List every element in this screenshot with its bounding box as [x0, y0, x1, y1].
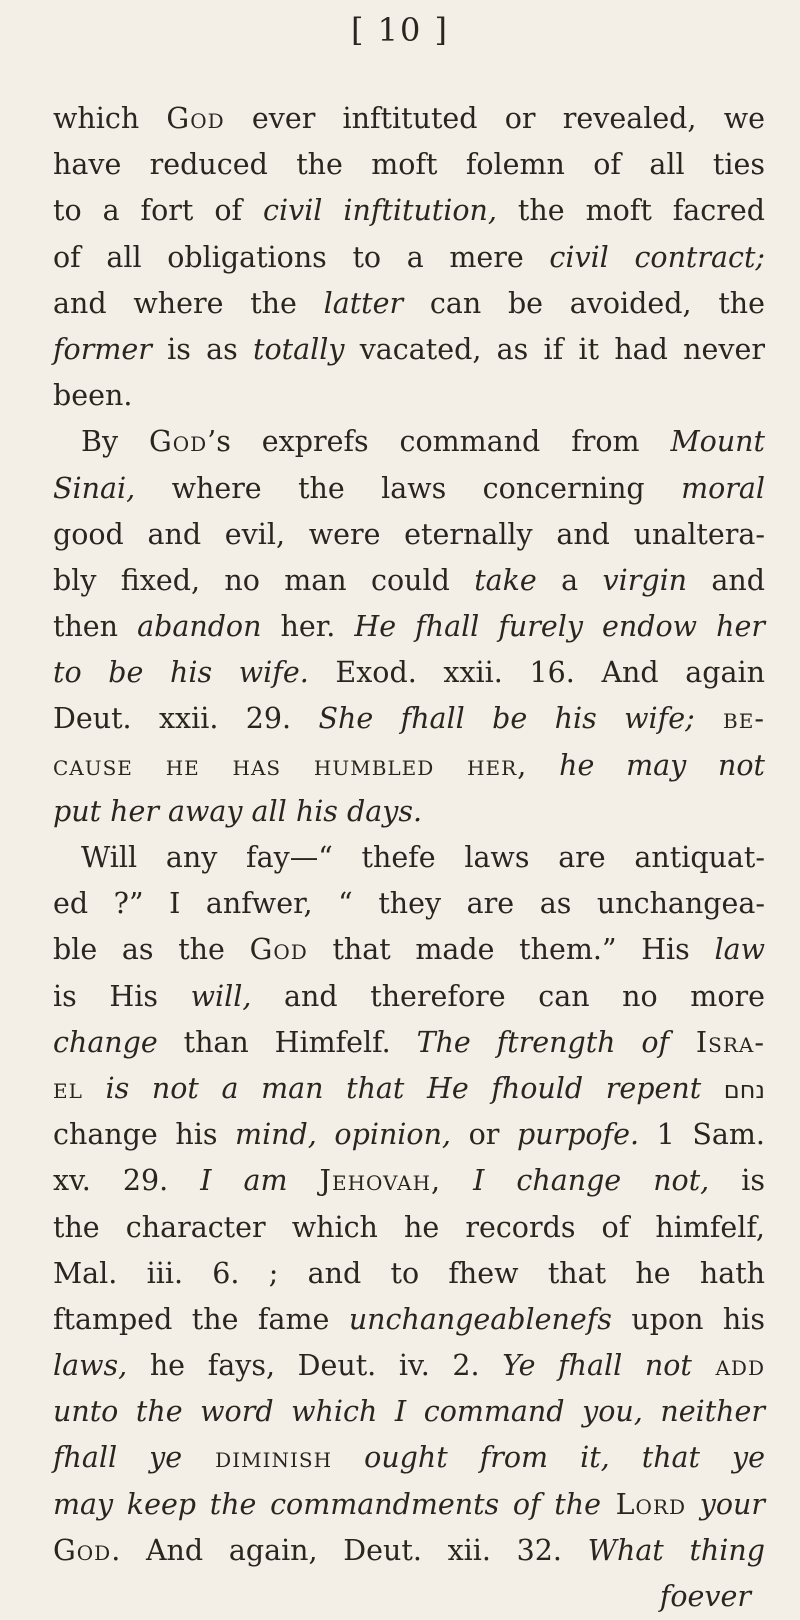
text-line	[53, 927, 765, 973]
text-line	[53, 650, 765, 696]
text-run: ftamped the fame	[53, 1302, 349, 1336]
small-caps-text: cause he has humbled her,	[53, 748, 528, 782]
text-line	[53, 1482, 765, 1528]
text-line	[53, 1574, 765, 1620]
italic-text: change	[53, 1025, 158, 1059]
italic-text: She fhall be his wife;	[318, 702, 695, 736]
text-line	[53, 696, 765, 742]
text-run: have reduced the moft folemn of all ties	[53, 148, 765, 182]
text-run	[527, 749, 559, 782]
italic-text: former	[53, 332, 152, 366]
text-run: ever inftituted or revealed, we	[224, 102, 765, 135]
text-line	[53, 604, 765, 650]
text-run: ble as the	[53, 933, 250, 967]
text-line	[53, 558, 765, 604]
italic-text: virgin	[602, 563, 688, 597]
text-line	[53, 373, 765, 419]
small-caps-text: Isra-	[669, 1025, 766, 1059]
text-line	[53, 327, 765, 373]
text-line	[53, 881, 765, 927]
small-caps-text: diminish	[182, 1441, 333, 1475]
small-caps-text: be-	[694, 702, 765, 736]
text-line	[53, 419, 765, 465]
text-line	[53, 96, 765, 142]
text-run: 1 Sam.	[639, 1118, 765, 1152]
text-run: Will any fay—“ thefe laws are antiquat-	[81, 841, 765, 874]
text-run: then	[53, 610, 138, 644]
italic-text: Mount	[670, 425, 765, 459]
text-run: good and evil, were eternally and unaltera-	[53, 517, 765, 551]
text-line	[53, 1528, 765, 1574]
text-run	[83, 1072, 106, 1105]
text-run: to a fort of	[53, 194, 264, 228]
italic-text: foever	[659, 1580, 751, 1613]
text-run	[701, 1072, 724, 1105]
italic-text: unchangeablenefs	[348, 1302, 612, 1336]
italic-text: purpofe.	[516, 1118, 640, 1152]
text-line	[53, 974, 765, 1020]
text-run: change his	[53, 1118, 236, 1152]
page-body-text	[53, 96, 765, 1620]
text-run: ’s exprefs command from	[207, 425, 671, 459]
small-caps-text: God	[166, 102, 225, 135]
italic-text: take	[474, 563, 537, 597]
text-line	[53, 1343, 765, 1389]
small-caps-text: God	[53, 1533, 112, 1567]
text-line	[53, 1251, 765, 1297]
small-caps-text: Jehovah,	[319, 1164, 442, 1198]
italic-text: your	[699, 1487, 765, 1521]
text-run: bly fixed, no man could	[53, 563, 475, 597]
text-run: that made them.” His	[307, 933, 715, 967]
hebrew-word: נחם	[723, 1075, 766, 1104]
text-run: and	[687, 563, 765, 597]
text-line	[53, 1066, 765, 1112]
text-run: where the laws concerning	[135, 471, 682, 505]
text-run	[332, 1441, 364, 1474]
text-run: can be avoided, the	[403, 286, 765, 320]
italic-text: Sinai,	[53, 471, 136, 505]
text-line	[53, 1158, 765, 1204]
text-run: is His	[53, 979, 191, 1013]
text-line	[53, 235, 765, 281]
text-run: and therefore can no more	[251, 979, 765, 1013]
text-run: Deut. xxii. 29.	[53, 702, 319, 736]
italic-text: The ftrength of	[416, 1025, 670, 1059]
text-run: is	[709, 1164, 765, 1198]
text-run: or	[451, 1118, 517, 1152]
italic-text: fhall ye	[53, 1441, 183, 1475]
text-run: of all obligations to a mere	[53, 240, 550, 274]
text-line	[53, 281, 765, 327]
text-line	[53, 1205, 765, 1251]
text-run: which	[53, 102, 167, 135]
text-run: her.	[261, 610, 355, 644]
text-line	[53, 1112, 765, 1158]
text-run	[441, 1164, 473, 1197]
italic-text: to be his wife.	[53, 656, 309, 690]
text-line	[53, 188, 765, 234]
text-run: xv. 29.	[53, 1164, 201, 1198]
text-run	[288, 1164, 320, 1197]
italic-text: laws,	[53, 1349, 128, 1383]
text-line	[53, 835, 765, 881]
italic-text: latter	[323, 286, 404, 320]
text-line	[53, 1435, 765, 1481]
text-run: the moft facred	[496, 194, 765, 228]
text-run	[686, 1488, 700, 1521]
text-line	[53, 743, 765, 789]
text-run: . And again, Deut. xii. 32.	[111, 1533, 588, 1567]
italic-text: civil inftitution,	[263, 194, 497, 228]
text-run: upon his	[611, 1302, 766, 1336]
italic-text: Ye fhall not	[502, 1349, 692, 1383]
text-line	[53, 466, 765, 512]
text-run: Exod. xxii. 16. And again	[308, 656, 765, 690]
text-line	[53, 142, 765, 188]
italic-text: may keep the commandments of the	[53, 1487, 601, 1521]
italic-text: I change not,	[473, 1164, 710, 1198]
text-line	[53, 1389, 765, 1435]
text-run: a	[536, 563, 603, 597]
text-run: is as	[151, 332, 254, 366]
italic-text: moral	[681, 471, 765, 505]
italic-text: law	[714, 933, 765, 967]
text-line	[53, 512, 765, 558]
text-run: ed ?” I anfwer, “ they are as unchangea-	[53, 887, 765, 921]
italic-text: civil contract;	[549, 240, 766, 274]
italic-text: totally	[253, 332, 345, 366]
text-line	[53, 1297, 765, 1343]
text-run: he fays, Deut. iv. 2.	[127, 1349, 503, 1383]
italic-text: will,	[190, 979, 252, 1013]
small-caps-text: add	[691, 1349, 765, 1383]
text-run: By	[81, 425, 149, 459]
text-run: Mal. iii. 6. ; and to fhew that he hath	[53, 1256, 765, 1290]
text-run: and where the	[53, 286, 324, 320]
italic-text: I am	[200, 1164, 288, 1198]
italic-text: He fhall furely endow her	[354, 610, 765, 644]
page-number: [ 10 ]	[350, 11, 450, 49]
text-run: vacated, as if it had never	[344, 332, 765, 366]
small-caps-text: God	[148, 425, 208, 459]
text-run: been.	[53, 379, 133, 413]
italic-text: What thing	[587, 1533, 765, 1567]
text-line	[53, 1020, 765, 1066]
small-caps-text: Lord	[600, 1487, 687, 1521]
italic-text: ought from it, that ye	[364, 1441, 766, 1475]
italic-text: abandon	[137, 610, 262, 644]
italic-text: unto the word which I command you, neither	[53, 1395, 765, 1429]
small-caps-text: el	[53, 1071, 83, 1105]
text-line	[53, 789, 765, 835]
text-run: than Himfelf.	[157, 1025, 417, 1059]
italic-text: mind, opinion,	[235, 1118, 451, 1152]
italic-text: he may not	[559, 748, 765, 782]
text-run: the character which he records of himfelf,	[53, 1210, 765, 1244]
small-caps-text: God	[249, 933, 308, 967]
italic-text: put her away all his days.	[53, 794, 423, 828]
italic-text: is not a man that He fhould repent	[105, 1071, 702, 1105]
